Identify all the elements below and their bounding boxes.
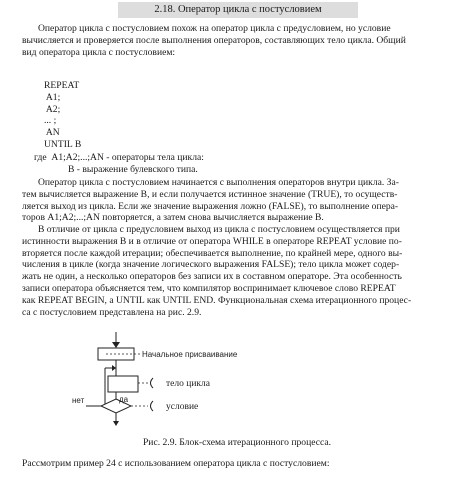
text-line: истинности выражения B и в отличие от оператора WHILE в операторе REPEAT условие по- — [22, 235, 402, 247]
code-line: AN — [44, 127, 60, 139]
code-line: UNTIL B — [44, 138, 82, 150]
body-label: тело цикла — [166, 379, 210, 389]
text-line: вторяется после каждой итерации; обеспечивается выполнение, по крайней мере, одного вы- — [22, 247, 403, 259]
init-label: Начальное присваивание — [142, 350, 238, 359]
text-line: тем вычисляется выражение B, и если получается истинное значение (TRUE), то осуществ- — [22, 188, 398, 200]
body-block — [108, 376, 138, 392]
text-line: жать не один, а несколько операторов без записи их в составном операторе. Эта особенность — [22, 271, 402, 283]
text-line: записи оператора объясняется тем, что компилятор воспринимает ключевое слово REPEAT — [22, 282, 396, 294]
text-line: са с постусловием представлена на рис. 2.9. — [22, 306, 202, 318]
yes-label: да — [119, 395, 129, 404]
text-line: числения в цикле (когда значение логического выражения FALSE); тело цикла может содер- — [22, 259, 400, 271]
text-line: Оператор цикла с постусловием похож на оператор цикла с предусловием, но условие — [38, 23, 391, 34]
where-line: где A1;A2;...;AN - операторы тела цикла: — [34, 152, 204, 163]
text-line: вычисляется и проверяется после выполнения операторов, составляющих тело цикла. Общий — [22, 34, 406, 46]
arrow-head — [113, 421, 119, 426]
arrow-head — [112, 342, 120, 348]
text-line: вид оператора цикла с постусловием: — [22, 46, 176, 58]
no-label: нет — [72, 396, 85, 405]
text-line: В отличие от цикла с предусловием выход из цикла с постусловием осуществляется при — [38, 224, 400, 235]
code-line: A2; — [44, 103, 61, 115]
arrow-head — [112, 365, 116, 371]
section-title: 2.18. Оператор цикла с постусловием — [118, 2, 358, 18]
where-line: B - выражение булевского типа. — [68, 163, 198, 175]
body-bracket — [151, 378, 154, 388]
code-line: ... ; — [44, 115, 57, 127]
code-line: A1; — [44, 91, 61, 103]
text-line: как REPEAT BEGIN, а UNTIL как UNTIL END. Функциональная схема итерационного процес- — [22, 294, 412, 306]
code-line: REPEAT — [44, 80, 80, 91]
text-line: торов A1;A2;...;AN повторяется, а затем снова вычисляется выражение B. — [22, 212, 324, 224]
text-line: Оператор цикла с постусловием начинается с выполнения операторов внутри цикла. За- — [38, 177, 399, 188]
figure-caption: Рис. 2.9. Блок-схема итерационного процесса. — [142, 437, 332, 448]
condition-bracket — [151, 401, 154, 411]
closing-text: Рассмотрим пример 24 с использованием оператора цикла с постусловием: — [22, 458, 330, 469]
condition-label: условие — [166, 402, 199, 412]
text-line: ляется выход из цикла. Если же значение выражения ложно (FALSE), то выполнение опера- — [22, 200, 399, 212]
